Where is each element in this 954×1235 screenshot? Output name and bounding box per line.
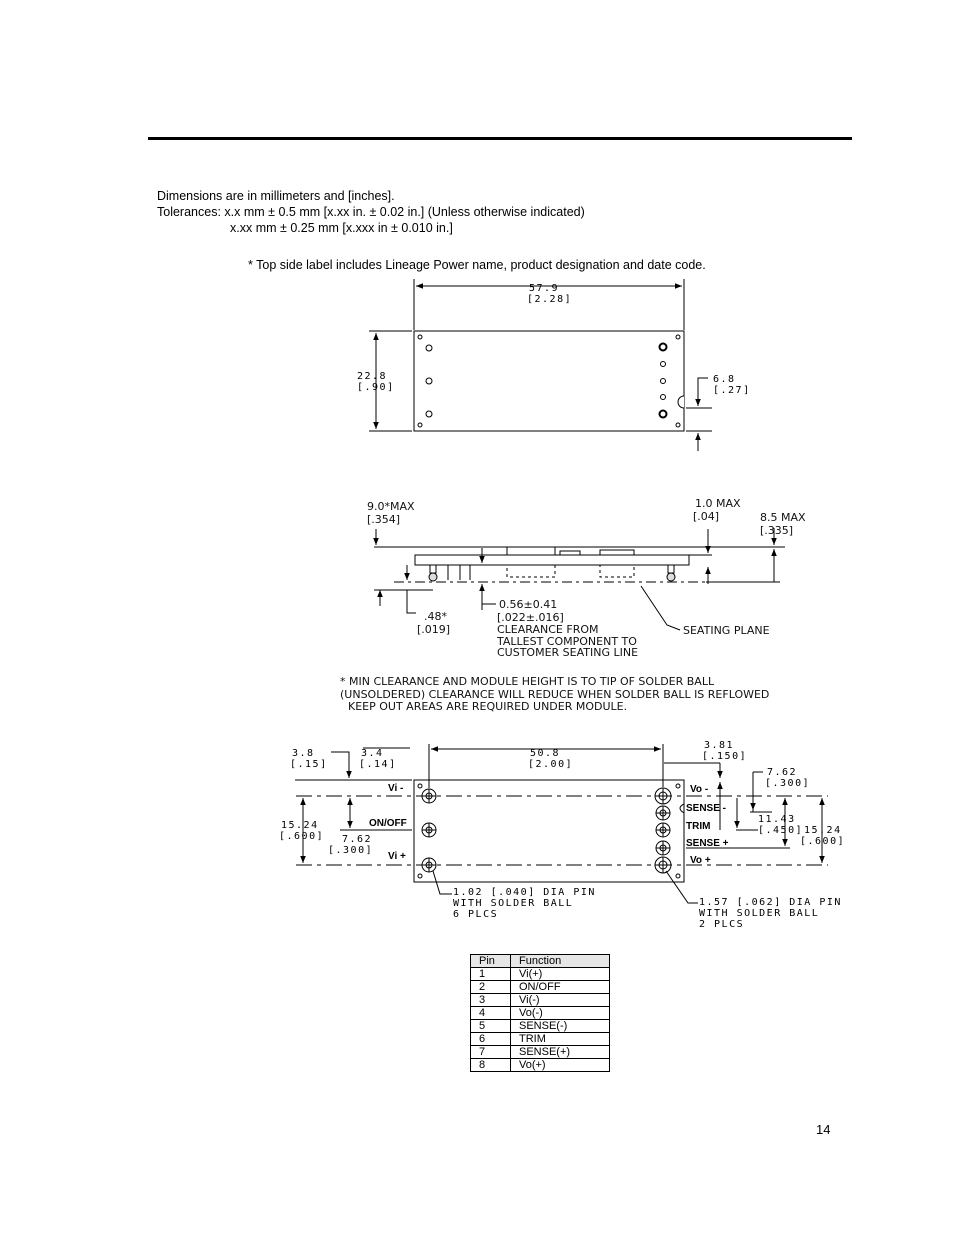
dim-clearance-in: [.022±.016] xyxy=(497,611,564,624)
tolerance-note-2: x.xx mm ± 0.25 mm [x.xxx in ± 0.010 in.] xyxy=(230,221,453,235)
pin-function: SENSE(+) xyxy=(511,1046,610,1059)
pin-label-vo-plus: Vo + xyxy=(690,855,711,866)
table-row xyxy=(471,1033,610,1046)
dim-ball-in: [.019] xyxy=(417,623,451,636)
pin-label-on-off: ON/OFF xyxy=(369,818,407,829)
dim-body-in: [.335] xyxy=(760,524,794,537)
callout-right-2: WITH SOLDER BALL xyxy=(699,908,820,919)
dim-ball-mm: .48* xyxy=(424,610,447,623)
dim-width-mm: 22.8 xyxy=(357,371,388,382)
header-function: Function xyxy=(511,955,610,968)
table-row xyxy=(471,1020,610,1033)
pcb-side xyxy=(415,555,689,565)
table-row xyxy=(471,1046,610,1059)
header-pin: Pin xyxy=(471,955,511,968)
pins-left xyxy=(422,789,436,872)
pin-number: 6 xyxy=(471,1033,511,1046)
dim-notch-in: [.27] xyxy=(713,385,751,396)
dim-7-62-in: [.300] xyxy=(765,778,811,789)
dim-clearance-mm: 0.56±0.41 xyxy=(499,598,558,611)
seating-plane-label: SEATING PLANE xyxy=(683,624,770,637)
pin-function: Vi(+) xyxy=(511,968,610,981)
table-header-row xyxy=(471,955,610,968)
pin-hole xyxy=(426,411,432,417)
dim-body-mm: 8.5 MAX xyxy=(760,511,806,524)
module-outline-bottom xyxy=(414,780,684,882)
dim-pcb-in: [.04] xyxy=(693,510,720,523)
dim-length-mm: 57.9 xyxy=(529,283,560,294)
pin-hole xyxy=(660,411,667,418)
tolerance-note: Tolerances: x.x mm ± 0.5 mm [x.xx in. ± 0.02 in.] (Unless otherwise indicated) xyxy=(157,205,585,219)
dim-50-8-in: [2.00] xyxy=(528,759,574,770)
pin-hole xyxy=(661,362,666,367)
page-number: 14 xyxy=(816,1122,831,1137)
dim-pcb-mm: 1.0 MAX xyxy=(695,497,741,510)
dim-15-24-right-mm: 15.24 xyxy=(804,825,842,836)
table-row xyxy=(471,968,610,981)
pin-label-sense-plus: SENSE + xyxy=(686,838,729,849)
dim-15-24-right-in: [.600] xyxy=(800,836,846,847)
pin-function: TRIM xyxy=(511,1033,610,1046)
dim-3-4-mm: 3.4 xyxy=(361,748,384,759)
footnote-1: * MIN CLEARANCE AND MODULE HEIGHT IS TO TIP OF SOLDER BALL xyxy=(340,675,715,688)
dim-7-62-mm: 7.62 xyxy=(767,767,798,778)
pin-number: 2 xyxy=(471,981,511,994)
pin-hole xyxy=(426,378,432,384)
dim-notch-mm: 6.8 xyxy=(713,374,736,385)
pin-number: 5 xyxy=(471,1020,511,1033)
dim-7-62-left-mm: 7.62 xyxy=(342,834,373,845)
dim-50-8-mm: 50.8 xyxy=(530,748,561,759)
dim-11-43-in: [.450] xyxy=(758,825,804,836)
pins-right xyxy=(655,788,671,873)
pin-function: ON/OFF xyxy=(511,981,610,994)
pin-label-vi-minus: Vi - xyxy=(388,783,404,794)
pin-number: 8 xyxy=(471,1059,511,1072)
dim-3-8-mm: 3.8 xyxy=(292,748,315,759)
dim-3-4-in: [.14] xyxy=(359,759,397,770)
dim-3-81-mm: 3.81 xyxy=(704,740,735,751)
pin-number: 4 xyxy=(471,1007,511,1020)
clearance-note-2: TALLEST COMPONENT TO xyxy=(497,635,637,648)
label-note: * Top side label includes Lineage Power name, product designation and date code. xyxy=(248,258,706,272)
dim-3-8-in: [.15] xyxy=(290,759,328,770)
pin-hole xyxy=(426,345,432,351)
dim-15-24-left-in: [.600] xyxy=(279,831,325,842)
pin-function: Vo(+) xyxy=(511,1059,610,1072)
dim-height-in: [.354] xyxy=(367,513,401,526)
table-row xyxy=(471,1007,610,1020)
clearance-note-1: CLEARANCE FROM xyxy=(497,623,599,636)
table-row xyxy=(471,981,610,994)
footnote-2: (UNSOLDERED) CLEARANCE WILL REDUCE WHEN SOLDER BALL IS REFLOWED xyxy=(340,688,770,701)
callout-right-1: 1.57 [.062] DIA PIN xyxy=(699,897,842,908)
pin-label-trim: TRIM xyxy=(686,821,711,832)
pin-label-vo-minus: Vo - xyxy=(690,784,709,795)
callout-left-1: 1.02 [.040] DIA PIN xyxy=(453,887,596,898)
pin-hole xyxy=(660,344,667,351)
table-row xyxy=(471,994,610,1007)
dim-width-in: [.90] xyxy=(357,382,395,393)
dim-height-mm: 9.0*MAX xyxy=(367,500,415,513)
pin-label-vi-plus: Vi + xyxy=(388,851,406,862)
pin-number: 1 xyxy=(471,968,511,981)
dim-15-24-left-mm: 15.24 xyxy=(281,820,319,831)
pin-number: 7 xyxy=(471,1046,511,1059)
callout-left-2: WITH SOLDER BALL xyxy=(453,898,574,909)
pin-function: SENSE(-) xyxy=(511,1020,610,1033)
clearance-note-3: CUSTOMER SEATING LINE xyxy=(497,646,639,659)
dim-11-43-mm: 11.43 xyxy=(758,814,796,825)
footnote-3: KEEP OUT AREAS ARE REQUIRED UNDER MODULE. xyxy=(348,700,628,713)
pin-hole xyxy=(661,395,666,400)
dim-3-81-in: [.150] xyxy=(702,751,748,762)
pin-function-table xyxy=(470,954,610,1072)
dim-length-in: [2.28] xyxy=(527,294,573,305)
module-outline-top xyxy=(414,331,684,431)
pin-function: Vi(-) xyxy=(511,994,610,1007)
units-note: Dimensions are in millimeters and [inches]. xyxy=(157,189,395,203)
pin-function: Vo(-) xyxy=(511,1007,610,1020)
pin-label-sense-minus: SENSE - xyxy=(686,803,727,814)
pin-hole xyxy=(661,379,666,384)
pin-number: 3 xyxy=(471,994,511,1007)
dim-7-62-left-in: [.300] xyxy=(328,845,374,856)
callout-left-3: 6 PLCS xyxy=(453,909,499,920)
table-row xyxy=(471,1059,610,1072)
callout-right-3: 2 PLCS xyxy=(699,919,745,930)
